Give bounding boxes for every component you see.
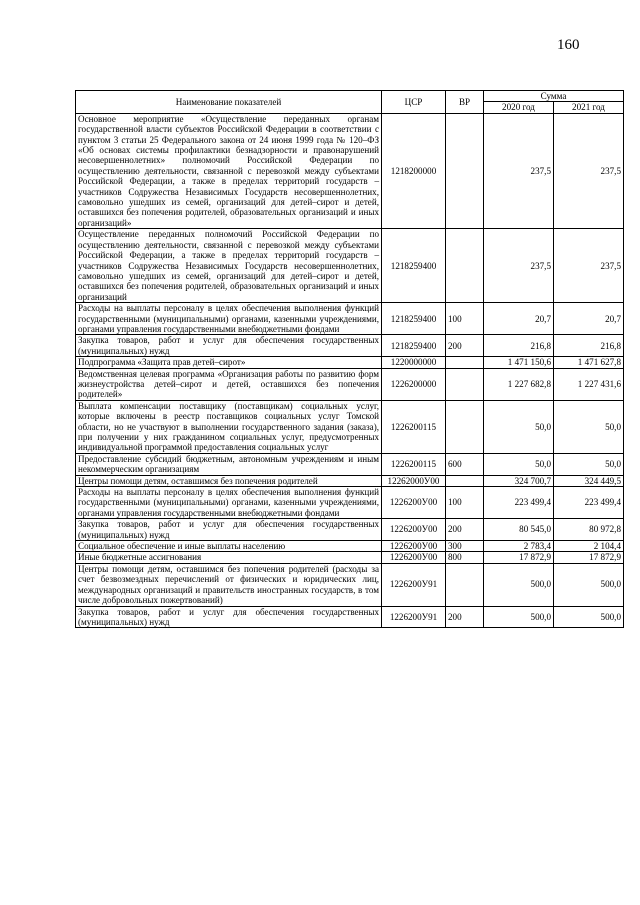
- row-vr-cell: [446, 113, 484, 228]
- row-vr-cell: 800: [446, 552, 484, 563]
- table-row: [76, 519, 624, 541]
- row-name-cell: Центры помощи детям, оставшимся без попечения родителей: [76, 475, 382, 486]
- row-2020-cell: 324 700,7: [484, 475, 554, 486]
- table-row: [76, 113, 624, 228]
- row-vr-cell: [446, 357, 484, 368]
- row-vr-cell: [446, 229, 484, 303]
- row-2021-cell: 237,5: [554, 229, 624, 303]
- row-2021-cell: 17 872,9: [554, 552, 624, 563]
- row-2021-cell: 237,5: [554, 113, 624, 228]
- row-2021-cell: 223 499,4: [554, 487, 624, 519]
- table-body: [76, 113, 624, 628]
- row-vr-cell: [446, 563, 484, 606]
- row-2020-cell: 20,7: [484, 303, 554, 335]
- row-2021-cell: 20,7: [554, 303, 624, 335]
- row-name-cell: Основное мероприятие «Осуществление переданных органам государственной власти субъектов Российской Федерации в соответствии с пунктом 3 статьи 25 Федерального закона от 24 июня 1999 года № 120–ФЗ «Об основах системы профилактики безнадзорности и правонарушений несовершеннолетних» полномочий Российской Федерации по осуществлению деятельности, связанной с перевозкой между субъектами Российской Федерации, а также в пределах территорий государств – участников Содружества Независимых Государств несовершеннолетних, самовольно ушедших из семей, организаций для детей–сирот и детей, оставшихся без попечения родителей, образовательных организаций и иных организаций»: [76, 113, 382, 228]
- row-2021-cell: 50,0: [554, 453, 624, 475]
- table-row: [76, 368, 624, 400]
- row-csr-cell: 1218259400: [382, 335, 446, 357]
- row-csr-cell: 1218259400: [382, 229, 446, 303]
- row-name-cell: Предоставление субсидий бюджетным, автономным учреждениям и иным некоммерческим организациям: [76, 453, 382, 475]
- row-csr-cell: 1226200000: [382, 368, 446, 400]
- table-row: [76, 357, 624, 368]
- row-name-cell: Осуществление переданных полномочий Российской Федерации по осуществлению деятельности, связанной с перевозкой между субъектами Российской Федерации, а также в пределах территорий государств – участников Содружества Независимых Государств несовершеннолетних, самовольно ушедших из семей, организаций для детей–сирот и детей, оставшихся без попечения родителей, образовательных организаций и иных организаций: [76, 229, 382, 303]
- row-vr-cell: [446, 368, 484, 400]
- row-vr-cell: [446, 400, 484, 453]
- row-name-cell: Подпрограмма «Защита прав детей–сирот»: [76, 357, 382, 368]
- row-name-cell: Закупка товаров, работ и услуг для обеспечения государственных (муниципальных) нужд: [76, 519, 382, 541]
- row-2020-cell: 2 783,4: [484, 541, 554, 552]
- row-2021-cell: 500,0: [554, 563, 624, 606]
- row-csr-cell: 1226200У00: [382, 519, 446, 541]
- row-2021-cell: 1 471 627,8: [554, 357, 624, 368]
- row-name-cell: Расходы на выплаты персоналу в целях обеспечения выполнения функций государственными (муниципальными) органами, казенными учреждениями, органами управления государственными внебюджетными фондами: [76, 487, 382, 519]
- table-row: [76, 475, 624, 486]
- row-name-cell: Закупка товаров, работ и услуг для обеспечения государственных (муниципальных) нужд: [76, 335, 382, 357]
- row-2020-cell: 1 471 150,6: [484, 357, 554, 368]
- header-sum: Сумма: [484, 91, 624, 102]
- row-csr-cell: 1226200У91: [382, 563, 446, 606]
- row-vr-cell: 200: [446, 335, 484, 357]
- row-csr-cell: 1220000000: [382, 357, 446, 368]
- row-2020-cell: 1 227 682,8: [484, 368, 554, 400]
- row-csr-cell: 1226200У00: [382, 552, 446, 563]
- table-row: [76, 400, 624, 453]
- table-row: [76, 229, 624, 303]
- row-2020-cell: 80 545,0: [484, 519, 554, 541]
- header-name: Наименование показателей: [76, 91, 382, 114]
- row-2020-cell: 17 872,9: [484, 552, 554, 563]
- table-row: [76, 552, 624, 563]
- row-2021-cell: 80 972,8: [554, 519, 624, 541]
- row-2021-cell: 1 227 431,6: [554, 368, 624, 400]
- table-row: [76, 487, 624, 519]
- row-csr-cell: 1226200У00: [382, 541, 446, 552]
- row-csr-cell: 1218200000: [382, 113, 446, 228]
- row-2020-cell: 216,8: [484, 335, 554, 357]
- table-row: [76, 541, 624, 552]
- table-row: [76, 335, 624, 357]
- row-csr-cell: 12262000У00: [382, 475, 446, 486]
- row-name-cell: Ведомственная целевая программа «Организация работы по развитию форм жизнеустройства детей–сирот и детей, оставшихся без попечения родителей»: [76, 368, 382, 400]
- row-name-cell: Иные бюджетные ассигнования: [76, 552, 382, 563]
- row-2021-cell: 216,8: [554, 335, 624, 357]
- row-vr-cell: 200: [446, 519, 484, 541]
- row-vr-cell: [446, 475, 484, 486]
- table-row: [76, 303, 624, 335]
- row-2020-cell: 50,0: [484, 400, 554, 453]
- row-csr-cell: 1218259400: [382, 303, 446, 335]
- row-2020-cell: 237,5: [484, 113, 554, 228]
- row-name-cell: Выплата компенсации поставщику (поставщикам) социальных услуг, которые включены в реестр поставщиков социальных услуг Томской области, но не участвуют в выполнении государственного задания (заказа), при получении у них гражданином социальных услуг, предусмотренных индивидуальной программой предоставления социальных услуг: [76, 400, 382, 453]
- row-vr-cell: 100: [446, 487, 484, 519]
- row-2021-cell: 324 449,5: [554, 475, 624, 486]
- row-name-cell: Центры помощи детям, оставшимся без попечения родителей (расходы за счет безвозмездных перечислений от физических и юридических лиц, международных организаций и правительств иностранных государств, в том числе добровольных пожертвований): [76, 563, 382, 606]
- header-vr: ВР: [446, 91, 484, 114]
- row-vr-cell: 300: [446, 541, 484, 552]
- row-vr-cell: 600: [446, 453, 484, 475]
- header-csr: ЦСР: [382, 91, 446, 114]
- row-2020-cell: 500,0: [484, 606, 554, 628]
- row-2020-cell: 500,0: [484, 563, 554, 606]
- row-csr-cell: 1226200115: [382, 453, 446, 475]
- budget-table: [75, 90, 624, 628]
- row-csr-cell: 1226200У91: [382, 606, 446, 628]
- row-vr-cell: 100: [446, 303, 484, 335]
- table-row: [76, 453, 624, 475]
- header-year-2020: 2020 год: [484, 102, 554, 113]
- row-csr-cell: 1226200115: [382, 400, 446, 453]
- row-vr-cell: 200: [446, 606, 484, 628]
- table-row: [76, 606, 624, 628]
- row-2020-cell: 237,5: [484, 229, 554, 303]
- table-row: [76, 563, 624, 606]
- row-2021-cell: 50,0: [554, 400, 624, 453]
- page-number: 160: [557, 37, 580, 53]
- row-name-cell: Расходы на выплаты персоналу в целях обеспечения выполнения функций государственными (муниципальными) органами, казенными учреждениями, органами управления государственными внебюджетными фондами: [76, 303, 382, 335]
- row-2020-cell: 223 499,4: [484, 487, 554, 519]
- row-name-cell: Социальное обеспечение и иные выплаты населению: [76, 541, 382, 552]
- row-2021-cell: 500,0: [554, 606, 624, 628]
- row-csr-cell: 1226200У00: [382, 487, 446, 519]
- row-2020-cell: 50,0: [484, 453, 554, 475]
- row-name-cell: Закупка товаров, работ и услуг для обеспечения государственных (муниципальных) нужд: [76, 606, 382, 628]
- row-2021-cell: 2 104,4: [554, 541, 624, 552]
- header-year-2021: 2021 год: [554, 102, 624, 113]
